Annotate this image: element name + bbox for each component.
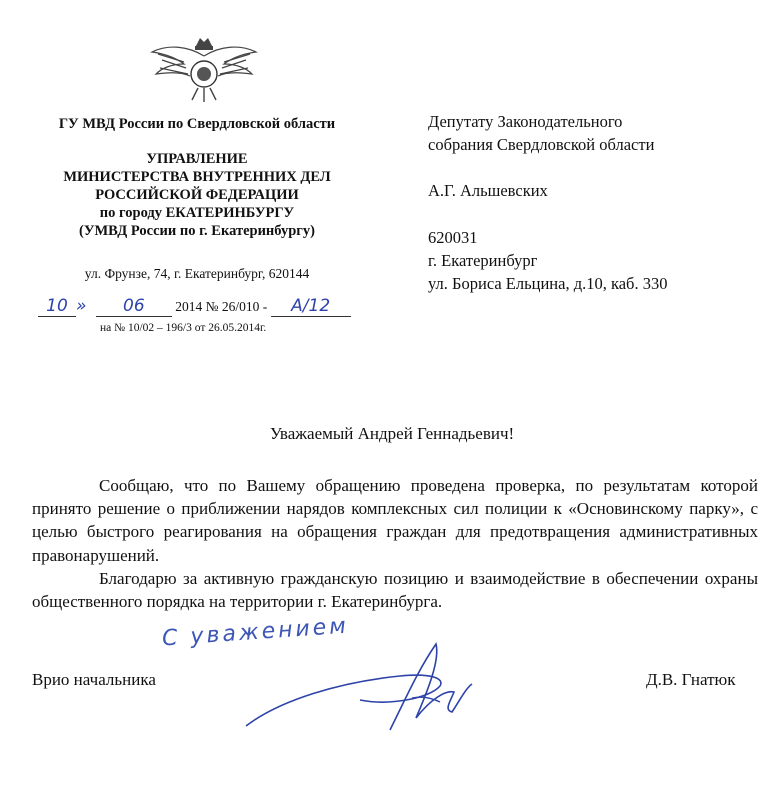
org-line: по городу ЕКАТЕРИНБУРГУ <box>99 205 295 221</box>
recipient-title-line: собрания Свердловской области <box>428 135 655 154</box>
org-line: (УМВД России по г. Екатеринбургу) <box>79 223 315 239</box>
recipient-title <box>428 110 654 156</box>
reference-number: на № 10/02 – 196/3 от 26.05.2014г. <box>100 322 267 334</box>
emblem-icon <box>148 28 260 104</box>
sender-address: ул. Фрунзе, 74, г. Екатеринбург, 620144 <box>84 266 310 281</box>
signatory-name: Д.В. Гнатюк <box>646 670 736 689</box>
recipient-title-line: Депутату Законодательного <box>428 112 623 131</box>
org-line: МИНИСТЕРСТВА ВНУТРЕННИХ ДЕЛ <box>63 169 331 185</box>
reg-month: 06 <box>96 296 172 317</box>
recipient-address-line: г. Екатеринбург <box>428 251 538 270</box>
salutation: Уважаемый Андрей Геннадьевич! <box>269 424 515 443</box>
recipient-name: А.Г. Альшевских <box>428 181 548 200</box>
body-paragraph: Сообщаю, что по Вашему обращению проведена проверка, по результатам которой принято решение о приближении нарядов комплексных сил полиции к «Основинскому парку», с целью быстрого реагирования на обращения граждан для предотвращения административных правонарушений. <box>32 476 758 565</box>
body-paragraph: Благодарю за активную гражданскую позицию и взаимодействие в обеспечении охраны общественного порядка на территории г. Екатеринбурга. <box>32 568 758 612</box>
org-line: РОССИЙСКОЙ ФЕДЕРАЦИИ <box>95 187 299 203</box>
recipient-address-line: ул. Бориса Ельцина, д.10, каб. 330 <box>428 274 668 293</box>
reg-day: 10 <box>38 296 76 317</box>
recipient-address <box>428 226 667 295</box>
signatory-position: Врио начальника <box>32 670 156 689</box>
org-short-name: ГУ МВД России по Свердловской области <box>58 116 336 132</box>
letter-body <box>32 474 758 613</box>
recipient-address-line: 620031 <box>428 228 478 247</box>
org-line: УПРАВЛЕНИЕ <box>146 151 248 167</box>
registration-line: 10 » 06 2014 № 26/010 - А/12 <box>38 296 351 317</box>
reg-suffix: А/12 <box>271 296 351 317</box>
org-full-name <box>18 150 376 240</box>
reg-number: 2014 № 26/010 - <box>175 299 268 314</box>
signature-icon <box>240 630 480 740</box>
handwritten-greeting: С уважением <box>161 613 350 652</box>
